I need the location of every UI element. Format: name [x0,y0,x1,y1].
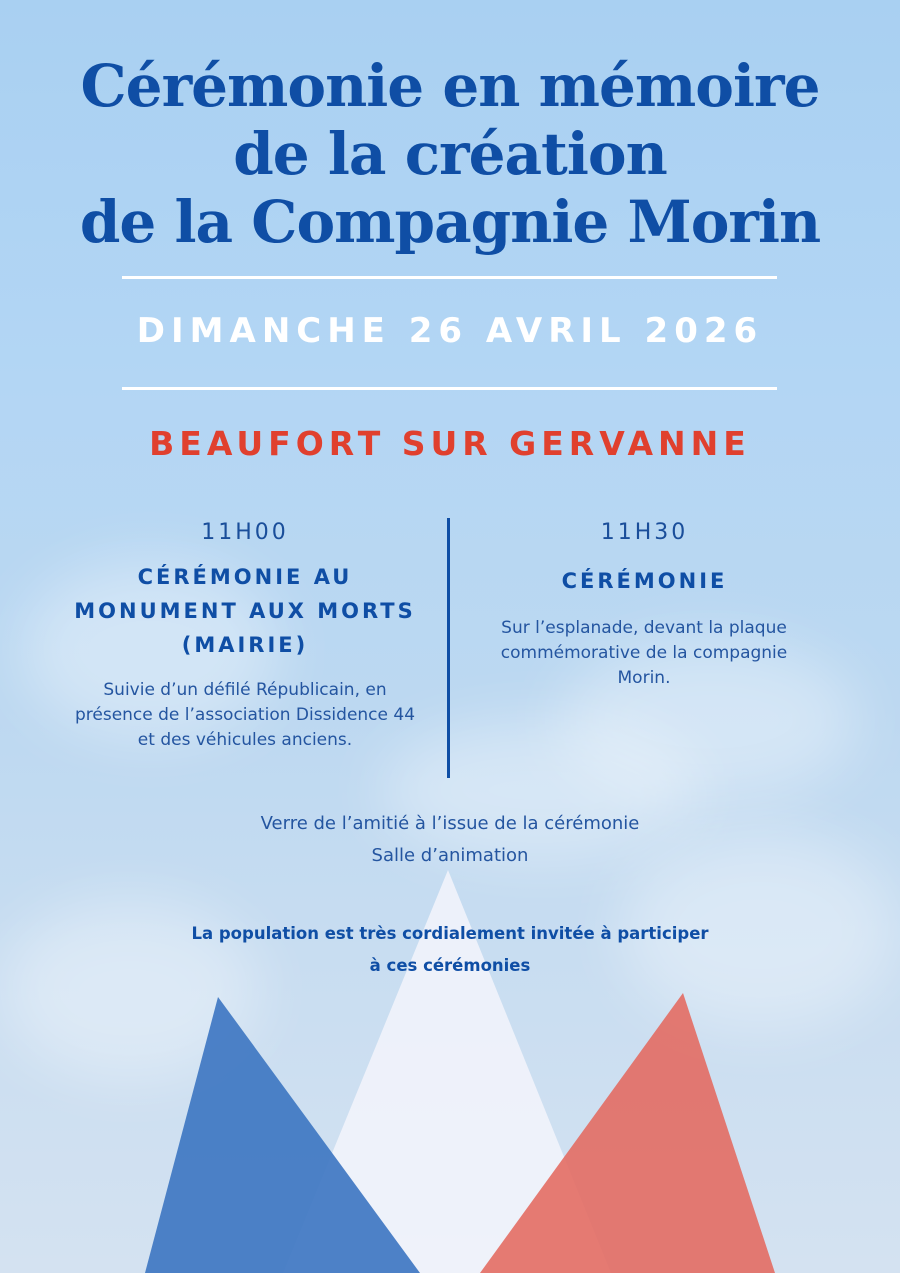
invitation-line: La population est très cordialement invitée à participer [191,924,709,943]
title-line: Cérémonie en mémoire [80,52,820,120]
invitation-text [0,918,900,982]
event-title-line: CÉRÉMONIE AU [137,565,353,589]
event-title-line: CÉRÉMONIE [561,569,728,593]
event-title-line: MONUMENT AUX MORTS [74,599,416,623]
event-location: BEAUFORT SUR GERVANNE [149,424,751,463]
title-line: de la Compagnie Morin [79,188,821,256]
event-time: 11H30 [600,520,689,545]
event-description-line: Suivie d’un défilé Républicain, en [103,680,387,700]
event-description-line: et des véhicules anciens. [137,730,353,750]
reception-info [0,808,900,872]
event-description-line: commémorative de la compagnie [500,643,788,663]
event-description-line: Morin. [617,668,671,688]
event-description-line: présence de l’association Dissidence 44 [74,705,416,725]
reception-line: Salle d’animation [371,845,529,866]
invitation-line: à ces cérémonies [369,956,531,975]
event-title-line: (MAIRIE) [181,633,309,657]
reception-line: Verre de l’amitié à l’issue de la cérémonie [260,813,640,834]
title-line: de la création [233,120,667,188]
event-description-line: Sur l’esplanade, devant la plaque [501,618,787,638]
event-time: 11H00 [201,520,289,545]
event-date: DIMANCHE 26 AVRIL 2026 [136,311,764,351]
